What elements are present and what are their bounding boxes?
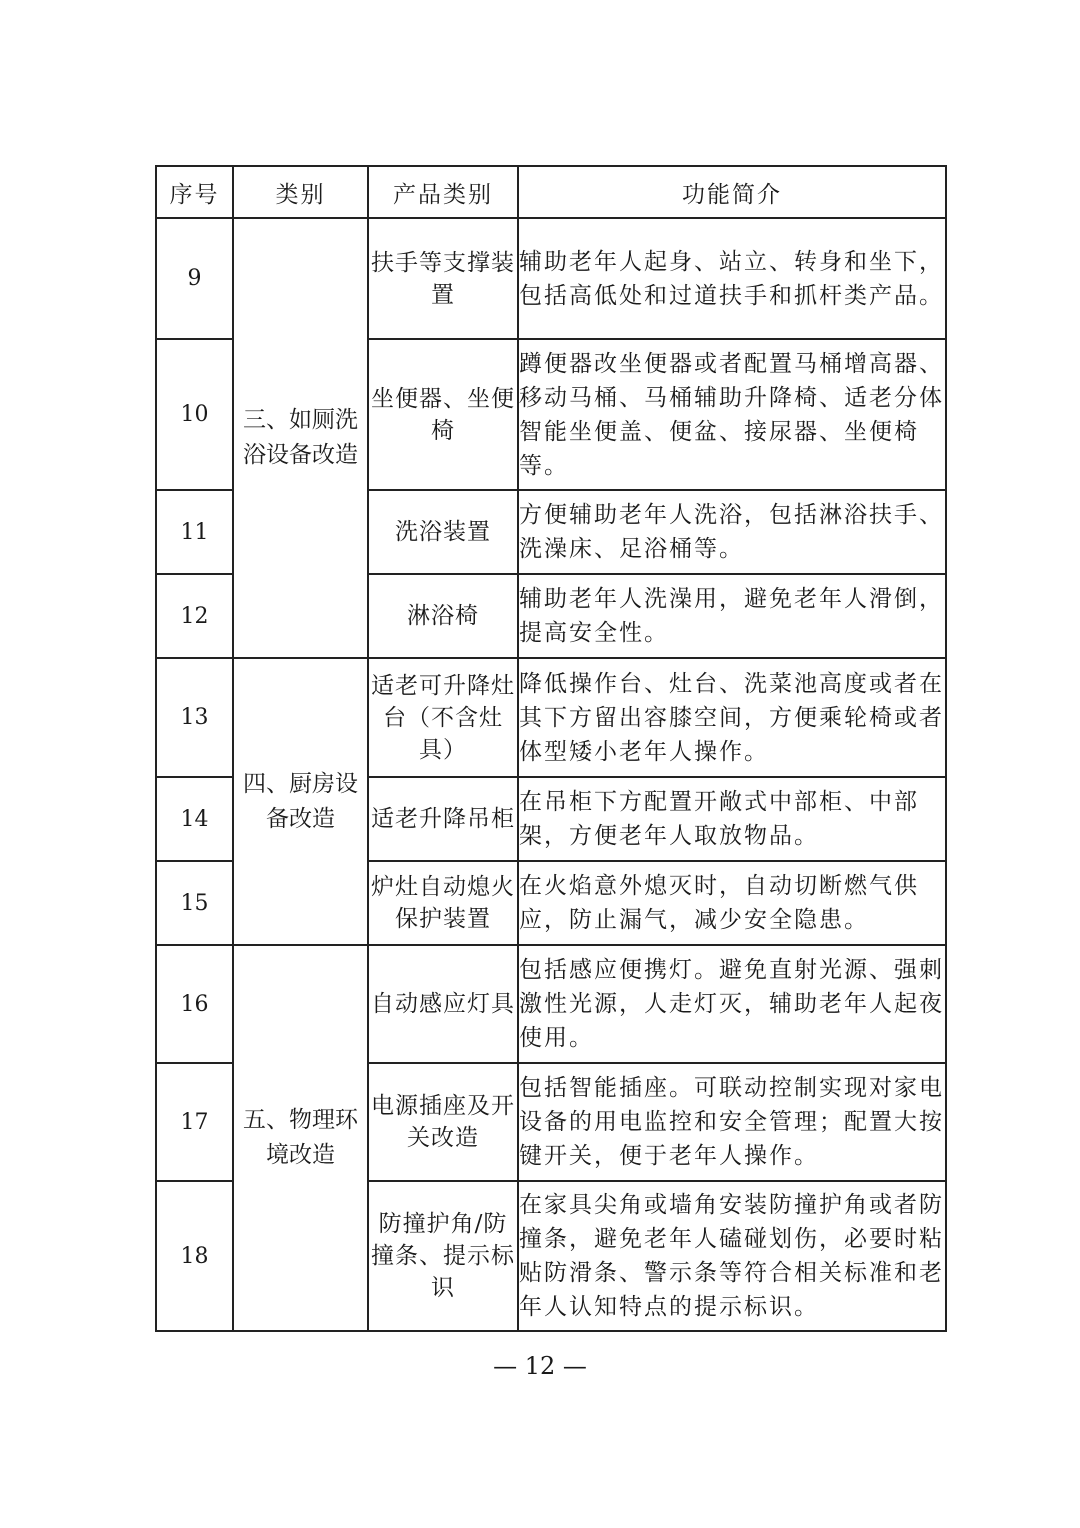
description-cell: 在家具尖角或墙角安装防撞护角或者防撞条，避免老年人磕碰划伤，必要时粘贴防滑条、警示条等符合相关标准和老年人认知特点的提示标识。	[518, 1181, 946, 1331]
product-cell: 适老升降吊柜	[368, 777, 518, 861]
table-header-row	[156, 166, 946, 218]
category-cell: 四、厨房设备改造	[233, 658, 368, 945]
product-table	[155, 165, 947, 1332]
category-cell: 五、物理环境改造	[233, 945, 368, 1331]
row-number: 14	[156, 777, 233, 861]
row-number: 13	[156, 658, 233, 777]
product-cell: 坐便器、坐便椅	[368, 339, 518, 490]
table-row	[156, 945, 946, 1063]
description-cell: 方便辅助老年人洗浴，包括淋浴扶手、洗澡床、足浴桶等。	[518, 490, 946, 574]
row-number: 18	[156, 1181, 233, 1331]
description-cell: 辅助老年人洗澡用，避免老年人滑倒，提高安全性。	[518, 574, 946, 658]
category-cell: 三、如厕洗浴设备改造	[233, 218, 368, 658]
table-row	[156, 658, 946, 777]
row-number: 16	[156, 945, 233, 1063]
row-number: 11	[156, 490, 233, 574]
product-cell: 适老可升降灶台（不含灶具）	[368, 658, 518, 777]
product-cell: 炉灶自动熄火保护装置	[368, 861, 518, 945]
description-cell: 在吊柜下方配置开敞式中部柜、中部架，方便老年人取放物品。	[518, 777, 946, 861]
description-cell: 包括智能插座。可联动控制实现对家电设备的用电监控和安全管理；配置大按键开关，便于老年人操作。	[518, 1063, 946, 1181]
table-row	[156, 218, 946, 339]
description-cell: 辅助老年人起身、站立、转身和坐下，包括高低处和过道扶手和抓杆类产品。	[518, 218, 946, 339]
description-cell: 降低操作台、灶台、洗菜池高度或者在其下方留出容膝空间，方便乘轮椅或者体型矮小老年人操作。	[518, 658, 946, 777]
row-number: 12	[156, 574, 233, 658]
product-cell: 淋浴椅	[368, 574, 518, 658]
row-number: 15	[156, 861, 233, 945]
description-cell: 在火焰意外熄灭时，自动切断燃气供应，防止漏气，减少安全隐患。	[518, 861, 946, 945]
header-index: 序号	[156, 166, 233, 218]
header-product-category: 产品类别	[368, 166, 518, 218]
row-number: 17	[156, 1063, 233, 1181]
header-category: 类别	[233, 166, 368, 218]
row-number: 9	[156, 218, 233, 339]
description-cell: 蹲便器改坐便器或者配置马桶增高器、移动马桶、马桶辅助升降椅、适老分体智能坐便盖、便盆、接尿器、坐便椅等。	[518, 339, 946, 490]
product-cell: 电源插座及开关改造	[368, 1063, 518, 1181]
row-number: 10	[156, 339, 233, 490]
product-cell: 自动感应灯具	[368, 945, 518, 1063]
description-cell: 包括感应便携灯。避免直射光源、强刺激性光源，人走灯灭，辅助老年人起夜使用。	[518, 945, 946, 1063]
product-cell: 扶手等支撑装置	[368, 218, 518, 339]
page-number: — 12 —	[493, 1352, 587, 1380]
product-cell: 洗浴装置	[368, 490, 518, 574]
header-function: 功能简介	[518, 166, 946, 218]
product-cell: 防撞护角/防撞条、提示标识	[368, 1181, 518, 1331]
